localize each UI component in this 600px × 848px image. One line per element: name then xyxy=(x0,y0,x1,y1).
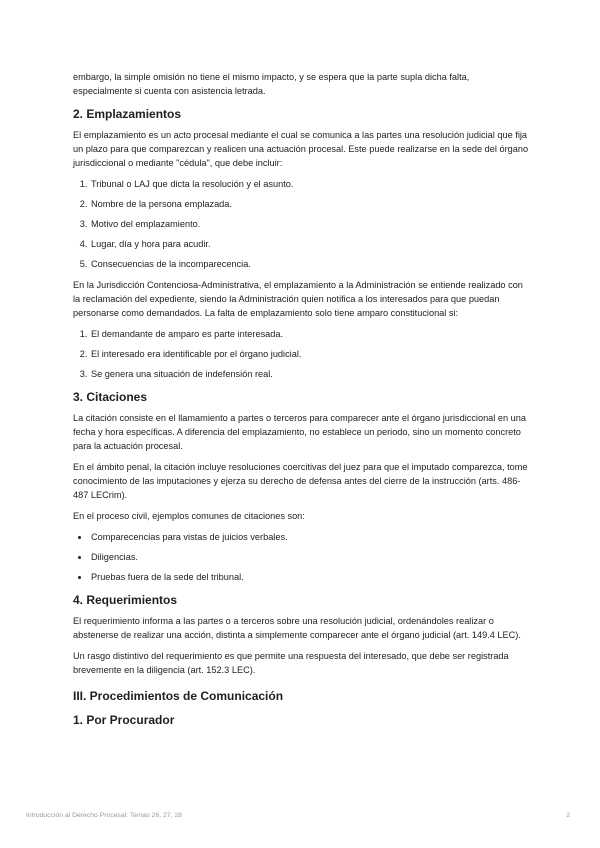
numbered-list xyxy=(73,327,529,381)
paragraph: El emplazamiento es un acto procesal mediante el cual se comunica a las partes una resolución judicial que fija un plazo para que comparezcan y realicen una actuación procesal. Este puede realizarse en la sede del órgano jurisdiccional o mediante "cédula", que debe incluir: xyxy=(73,130,529,168)
chapter-heading-procedimientos: III. Procedimientos de Comunicación xyxy=(73,689,284,703)
document-body xyxy=(73,70,529,734)
bullet-list xyxy=(73,530,529,584)
list-item: 2. Nombre de la persona emplazada. xyxy=(90,197,529,211)
intro-paragraph: embargo, la simple omisión no tiene el mismo impacto, y se espera que la parte supla dicha falta, especialmente si cuenta con asistencia letrada. xyxy=(73,72,470,96)
list-item: 1. Tribunal o LAJ que dicta la resolución y el asunto. xyxy=(90,177,529,191)
page-footer xyxy=(26,812,570,819)
list-item: 3. Motivo del emplazamiento. xyxy=(90,217,529,231)
paragraph: Un rasgo distintivo del requerimiento es que permite una respuesta del interesado, que debe ser registrada brevemente en la diligencia (art. 152.3 LEC). xyxy=(73,651,509,675)
list-item: • Comparecencias para vistas de juicios verbales. xyxy=(90,530,529,544)
section-heading-citaciones: 3. Citaciones xyxy=(73,390,148,404)
paragraph: En el ámbito penal, la citación incluye resoluciones coercitivas del juez para que el imputado comparezca, tome conocimiento de las imputaciones y ejerza su derecho de defensa antes del cierre de la instrucción (arts. 486-487 LECrim). xyxy=(73,462,528,500)
section-heading-emplazamientos: 2. Emplazamientos xyxy=(73,107,182,121)
list-item: 1. El demandante de amparo es parte interesada. xyxy=(90,327,529,341)
list-item: 2. El interesado era identificable por el órgano judicial. xyxy=(90,347,529,361)
list-item: • Pruebas fuera de la sede del tribunal. xyxy=(90,570,529,584)
footer-title: Introducción al Derecho Procesal: Temas 26, 27, 28 xyxy=(26,812,182,819)
numbered-list xyxy=(73,177,529,271)
list-item: 4. Lugar, día y hora para acudir. xyxy=(90,237,529,251)
list-item: 3. Se genera una situación de indefensión real. xyxy=(90,367,529,381)
subsection-heading-procurador: 1. Por Procurador xyxy=(73,713,175,727)
paragraph: En la Jurisdicción Contenciosa-Administrativa, el emplazamiento a la Administración se entiende realizado con la reclamación del expediente, siendo la Administración quien notifica a los interesados para que puedan personarse como demandados. La falta de emplazamiento solo tiene amparo constitucional si: xyxy=(73,280,523,318)
list-item: 5. Consecuencias de la incomparecencia. xyxy=(90,257,529,271)
page-number: 2 xyxy=(566,812,570,819)
paragraph: La citación consiste en el llamamiento a partes o terceros para comparecer ante el órgano jurisdiccional en una fecha y hora específicas. A diferencia del emplazamiento, no establece un periodo, sino un momento concreto para la actuación procesal. xyxy=(73,413,526,451)
list-item: • Diligencias. xyxy=(90,550,529,564)
section-heading-requerimientos: 4. Requerimientos xyxy=(73,593,178,607)
paragraph: El requerimiento informa a las partes o a terceros sobre una resolución judicial, ordenándoles realizar o abstenerse de realizar una acción, distinta a simplemente comparecer ante el órgano judicial (art. 149.4 LEC). xyxy=(73,616,521,640)
paragraph: En el proceso civil, ejemplos comunes de citaciones son: xyxy=(73,511,305,521)
